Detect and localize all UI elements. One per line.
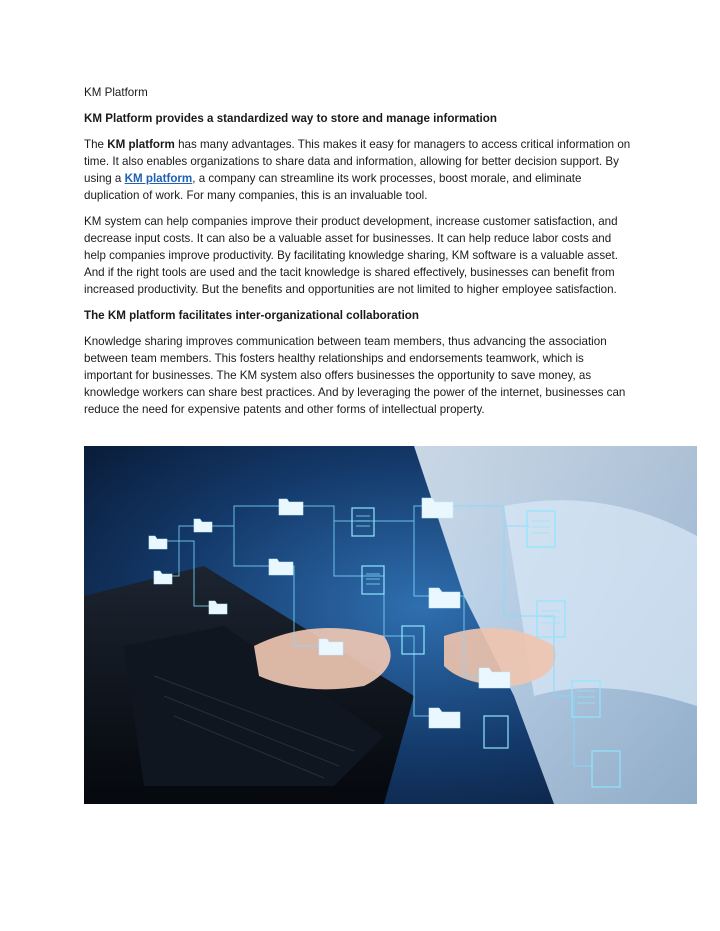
paragraph-1-text-b: has many advantages. This makes it easy for managers to access critical information on time. It also enables organizations to share data and information, allowing for better decision support. By using a	[84, 138, 631, 185]
km-platform-link[interactable]: KM platform	[124, 172, 193, 185]
document-body	[84, 84, 634, 427]
paragraph-1-text-a: The	[84, 138, 108, 151]
folder-network-photo	[84, 446, 697, 804]
section-heading-1: KM Platform provides a standardized way to store and manage information	[84, 112, 497, 125]
section-heading-2: The KM platform facilitates inter-organizational collaboration	[84, 309, 419, 322]
document-title: KM Platform	[84, 86, 148, 99]
paragraph-2: KM system can help companies improve their product development, increase customer satisfaction, and decrease input costs. It can also be a valuable asset for businesses. It can help reduce labor costs and help companies improve productivity. By facilitating knowledge sharing, KM software is a valuable asset. And if the right tools are used and the tacit knowledge is shared effectively, businesses can benefit from increased productivity. But the benefits and opportunities are not limited to higher employee satisfaction.	[84, 215, 619, 296]
paragraph-3: Knowledge sharing improves communication between team members, thus advancing the association between team members. This fosters healthy relationships and endorsements teamwork, which is important for businesses. The KM system also offers businesses the opportunity to save money, as knowledge workers can share best practices. And by leveraging the power of the internet, businesses can reduce the need for expensive patents and other forms of intellectual property.	[84, 335, 626, 416]
km-platform-bold: KM platform	[107, 138, 175, 151]
paragraph-1	[84, 136, 634, 204]
paragraph-1-text-c: , a company can streamline its work processes, boost morale, and eliminate duplication of work. For many companies, this is an invaluable tool.	[84, 172, 582, 202]
